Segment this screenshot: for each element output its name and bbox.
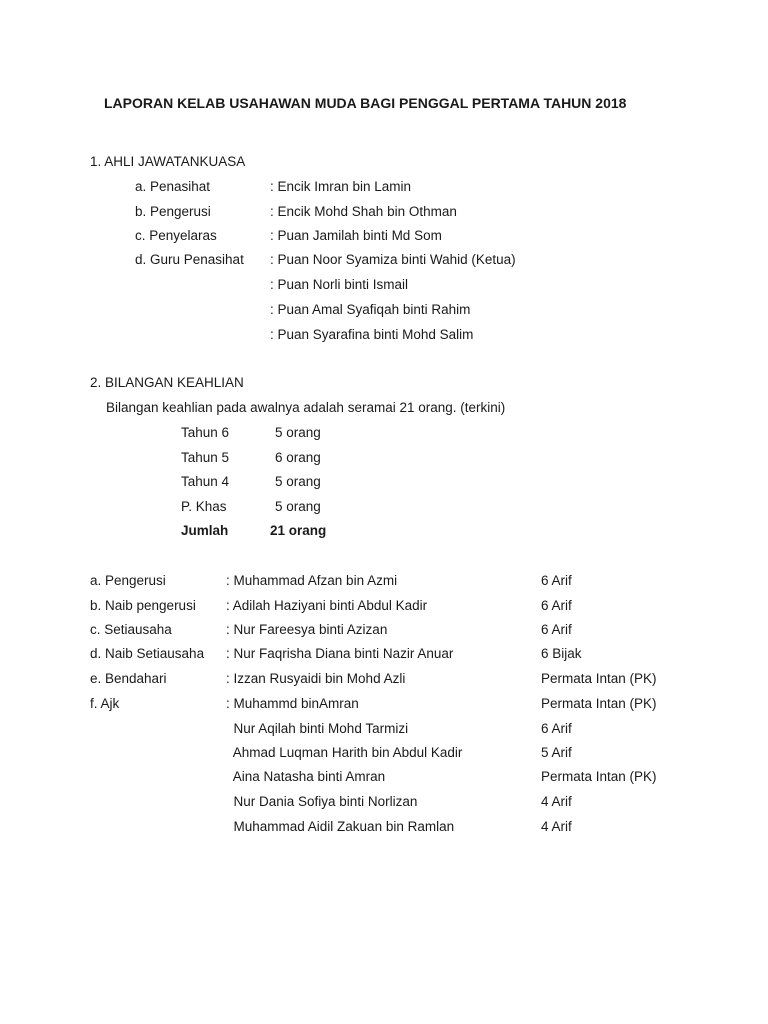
committee-class: 6 Bijak — [541, 646, 582, 661]
committee-name: : Muhammd binAmran — [226, 696, 359, 711]
count-value: 5 orang — [275, 499, 321, 514]
count-label: P. Khas — [181, 499, 227, 514]
count-value: 5 orang — [275, 425, 321, 440]
committee-role: b. Naib pengerusi — [90, 598, 196, 613]
count-value: 6 orang — [275, 450, 321, 465]
count-value: 5 orang — [275, 474, 321, 489]
committee-name: : Muhammad Afzan bin Azmi — [226, 573, 398, 588]
section2-intro: Bilangan keahlian pada awalnya adalah seramai 21 orang. (terkini) — [106, 400, 506, 415]
section1-role: c. Penyelaras — [135, 228, 217, 243]
total-label: Jumlah — [181, 523, 229, 538]
committee-role: a. Pengerusi — [90, 573, 166, 588]
total-value: 21 orang — [270, 523, 327, 538]
count-label: Tahun 4 — [181, 474, 230, 489]
committee-name: : Nur Fareesya binti Azizan — [226, 622, 388, 637]
committee-role: d. Naib Setiausaha — [90, 646, 205, 661]
committee-name: Nur Dania Sofiya binti Norlizan — [226, 794, 418, 809]
committee-name: Aina Natasha binti Amran — [226, 769, 386, 784]
committee-class: 4 Arif — [541, 819, 572, 834]
committee-name: : Nur Faqrisha Diana binti Nazir Anuar — [226, 646, 454, 661]
committee-class: 5 Arif — [541, 745, 572, 760]
section1-name: : Encik Mohd Shah bin Othman — [270, 204, 457, 219]
committee-name: : Izzan Rusyaidi bin Mohd Azli — [226, 671, 406, 686]
committee-class: 6 Arif — [541, 622, 572, 637]
section1-role: a. Penasihat — [135, 179, 211, 194]
committee-class: Permata Intan (PK) — [541, 769, 657, 784]
section2-heading: 2. BILANGAN KEAHLIAN — [90, 375, 244, 390]
section1-name: : Puan Syarafina binti Mohd Salim — [270, 327, 474, 342]
committee-class: Permata Intan (PK) — [541, 671, 657, 686]
committee-class: 6 Arif — [541, 573, 572, 588]
committee-class: Permata Intan (PK) — [541, 696, 657, 711]
section1-role: b. Pengerusi — [135, 204, 211, 219]
section1-name: : Puan Noor Syamiza binti Wahid (Ketua) — [270, 252, 516, 267]
document-title: LAPORAN KELAB USAHAWAN MUDA BAGI PENGGAL PERTAMA TAHUN 2018 — [104, 95, 627, 111]
committee-role: f. Ajk — [90, 696, 120, 711]
committee-name: Muhammad Aidil Zakuan bin Ramlan — [226, 819, 455, 834]
committee-class: 4 Arif — [541, 794, 572, 809]
section1-heading: 1. AHLI JAWATANKUASA — [90, 154, 246, 169]
committee-role: c. Setiausaha — [90, 622, 172, 637]
committee-class: 6 Arif — [541, 721, 572, 736]
committee-role: e. Bendahari — [90, 671, 167, 686]
committee-name: : Adilah Haziyani binti Abdul Kadir — [226, 598, 428, 613]
committee-class: 6 Arif — [541, 598, 572, 613]
count-label: Tahun 6 — [181, 425, 230, 440]
section1-name: : Puan Jamilah binti Md Som — [270, 228, 442, 243]
count-label: Tahun 5 — [181, 450, 230, 465]
section1-name: : Puan Norli binti Ismail — [270, 277, 409, 292]
section1-role: d. Guru Penasihat — [135, 252, 244, 267]
section1-name: : Puan Amal Syafiqah binti Rahim — [270, 302, 471, 317]
section1-name: : Encik Imran bin Lamin — [270, 179, 412, 194]
committee-name: Ahmad Luqman Harith bin Abdul Kadir — [226, 745, 463, 760]
committee-name: Nur Aqilah binti Mohd Tarmizi — [226, 721, 409, 736]
